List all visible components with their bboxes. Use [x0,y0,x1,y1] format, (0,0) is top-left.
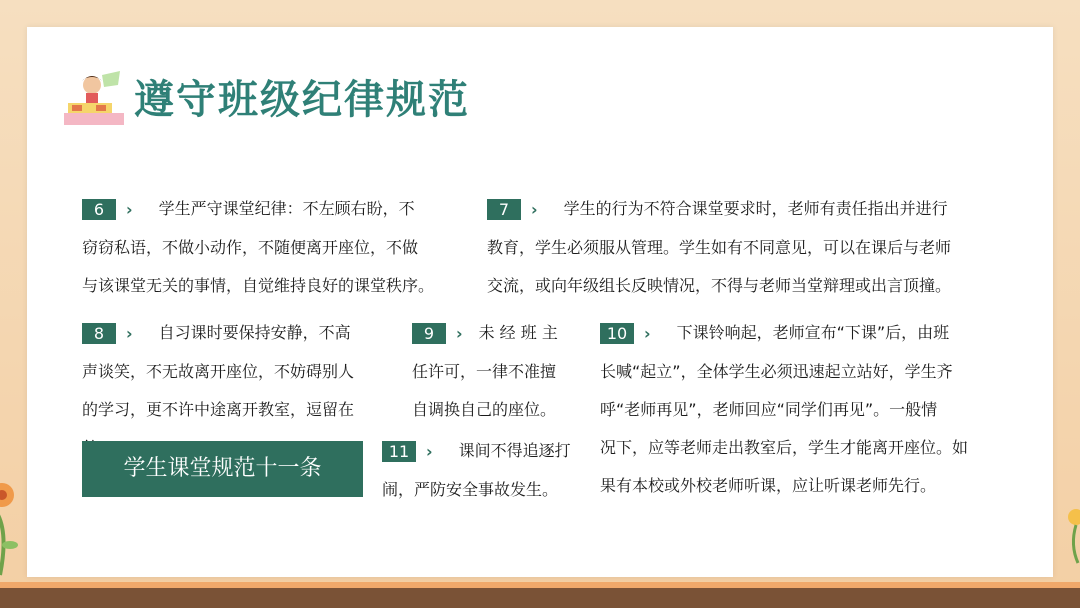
rules-banner: 学生课堂规范十一条 [82,441,363,497]
rule-text: 交流，或向年级组长反映情况，不得与老师当堂辩理或出言顶撞。 [487,275,952,295]
student-logo-icon [62,69,126,127]
rule-text: 窃窃私语，不做小动作，不随便离开座位，不做 [82,237,419,257]
chevron-right-icon: › [531,199,538,219]
rule-9 [412,314,592,429]
rule-text: 与该课堂无关的事情，自觉维持良好的课堂秩序。 [82,275,435,295]
rule-7 [487,190,1027,305]
chevron-right-icon: › [644,323,651,343]
rule-number-badge: 6 [82,199,116,220]
chevron-right-icon: › [126,323,133,343]
rule-text: 果有本校或外校老师听课，应让听课老师先行。 [600,475,937,495]
rule-number-badge: 9 [412,323,446,344]
rule-text: 呼“老师再见”，老师回应“同学们再见”。一般情 [600,399,938,419]
rule-text: 闹，严防安全事故发生。 [382,479,559,499]
rule-text: 的学习，更不许中途离开教室，逗留在 [82,399,355,419]
page-title: 遵守班级纪律规范 [134,77,470,123]
rule-10 [600,314,1030,505]
rule-text: 任许可，一律不准擅 [412,361,557,381]
rule-text: 况下，应等老师走出教室后，学生才能离开座位。如 [600,437,969,457]
rule-text: 学生的行为不符合课堂要求时，老师有责任指出并进行 [563,199,948,218]
rule-text: 学生严守课堂纪律：不左顾右盼，不 [158,199,415,218]
rule-text: 教育，学生必须服从管理。学生如有不同意见，可以在课后与老师 [487,237,952,257]
rule-text: 未 经 班 主 [478,323,558,342]
rule-text: 自调换自己的座位。 [412,399,557,419]
chevron-right-icon: › [456,323,463,343]
flower-decoration-icon [0,465,28,585]
flower-decoration-icon [1060,505,1080,565]
chevron-right-icon: › [426,441,433,461]
chevron-right-icon: › [126,199,133,219]
rule-11 [382,432,602,509]
rule-number-badge: 7 [487,199,521,220]
rule-text: 长喊“起立”，全体学生必须迅速起立站好，学生齐 [600,361,953,381]
rule-text: 课间不得追逐打 [458,441,571,460]
rule-6 [82,190,482,305]
rule-text: 声谈笑，不无故离开座位，不妨碍别人 [82,361,355,381]
bottom-bar [0,588,1080,608]
rule-number-badge: 11 [382,441,416,462]
rule-text: 自习课时要保持安静，不高 [158,323,351,342]
rule-number-badge: 10 [600,323,634,344]
rule-number-badge: 8 [82,323,116,344]
rule-text: 下课铃响起，老师宣布“下课”后，由班 [676,323,950,342]
